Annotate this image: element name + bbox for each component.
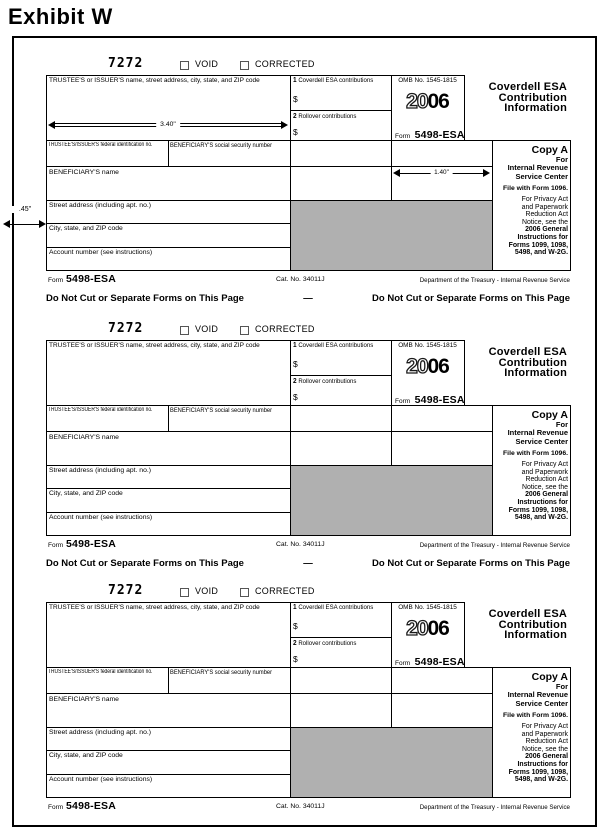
form-print-code: 7272 bbox=[108, 56, 144, 71]
year-bold-digits: 06 bbox=[427, 355, 449, 378]
street-address-label: Street address (including apt. no.) bbox=[49, 202, 152, 209]
separator-dash: — bbox=[303, 558, 313, 569]
corrected-label: CORRECTED bbox=[255, 586, 315, 596]
exhibit-title: Exhibit W bbox=[8, 4, 113, 29]
grid-line bbox=[492, 405, 493, 535]
instructions-reference bbox=[494, 226, 568, 256]
catalog-number: Cat. No. 34011J bbox=[276, 541, 325, 548]
trustee-issuer-label: TRUSTEE'S or ISSUER'S name, street address, city, state, and ZIP code bbox=[49, 77, 260, 84]
grid-line bbox=[46, 512, 290, 513]
copy-a-service-line: Internal Revenue bbox=[507, 428, 568, 437]
federal-id-field[interactable] bbox=[47, 150, 167, 165]
form-title-line: Contribution bbox=[498, 91, 567, 104]
privacy-notice bbox=[494, 723, 568, 753]
rollover-contributions-field[interactable] bbox=[302, 389, 390, 403]
do-not-cut-text: Do Not Cut or Separate Forms on This Page bbox=[372, 293, 570, 304]
form-title-line: Coverdell ESA bbox=[488, 81, 567, 93]
ssn-field[interactable] bbox=[169, 677, 289, 692]
box2-label bbox=[293, 640, 356, 647]
federal-id-field[interactable] bbox=[47, 677, 167, 692]
form-title-line: Contribution bbox=[498, 356, 567, 369]
box2-label bbox=[293, 378, 356, 385]
street-address-field[interactable] bbox=[47, 474, 289, 487]
trustee-issuer-label: TRUSTEE'S or ISSUER'S name, street address, city, state, and ZIP code bbox=[49, 342, 260, 349]
footer-form-number: 5498-ESA bbox=[66, 273, 117, 285]
copy-a-block bbox=[494, 671, 568, 784]
form-title-line: Coverdell ESA bbox=[488, 608, 567, 620]
box1-label bbox=[293, 604, 373, 611]
city-state-zip-label: City, state, and ZIP code bbox=[49, 752, 123, 759]
coverdell-contributions-field[interactable] bbox=[302, 357, 390, 371]
privacy-line: Reduction Act bbox=[525, 476, 568, 484]
trustee-width-dimension-arrow bbox=[48, 120, 288, 131]
department-line: Department of the Treasury - Internal Revenue Service bbox=[419, 277, 570, 284]
account-number-field[interactable] bbox=[47, 521, 289, 534]
grid-line bbox=[46, 750, 290, 751]
privacy-notice bbox=[494, 196, 568, 226]
federal-id-field[interactable] bbox=[47, 415, 167, 430]
privacy-line: For Privacy Act bbox=[521, 723, 568, 730]
grid-line bbox=[290, 637, 391, 638]
form-number-box bbox=[395, 125, 465, 143]
box2-text: Rollover contributions bbox=[298, 378, 357, 385]
separator-dash: — bbox=[303, 293, 313, 304]
catalog-number: Cat. No. 34011J bbox=[276, 803, 325, 810]
instructions-line: 5498, and W-2G. bbox=[514, 514, 568, 522]
coverdell-contributions-field[interactable] bbox=[302, 619, 390, 633]
do-not-cut-text: Do Not Cut or Separate Forms on This Page bbox=[46, 293, 244, 304]
box2-text: Rollover contributions bbox=[298, 640, 357, 647]
grid-line bbox=[46, 774, 290, 775]
left-margin-dimension-arrow bbox=[3, 219, 46, 230]
year-outline-digits: 20 bbox=[406, 355, 428, 378]
instructions-line: 2006 General bbox=[525, 491, 568, 499]
street-address-label: Street address (including apt. no.) bbox=[49, 729, 152, 736]
page-border bbox=[12, 36, 597, 827]
copy-a-service-line: Service Center bbox=[515, 698, 568, 708]
instructions-reference bbox=[494, 491, 568, 521]
box1-text: Coverdell ESA contributions bbox=[298, 604, 374, 611]
city-state-zip-field[interactable] bbox=[47, 233, 289, 246]
box1-dollar-sign: $ bbox=[293, 359, 298, 369]
box1-label bbox=[293, 77, 373, 84]
arrowhead-right-icon bbox=[483, 169, 490, 177]
beneficiary-name-field[interactable] bbox=[47, 705, 289, 726]
form-number-box bbox=[395, 652, 465, 670]
do-not-cut-text: Do Not Cut or Separate Forms on This Page bbox=[46, 558, 244, 569]
privacy-line: Reduction Act bbox=[525, 211, 568, 219]
ssn-label: BENEFICIARY'S social security number bbox=[170, 142, 273, 149]
copy-a-file-line: File with Form 1096. bbox=[503, 185, 568, 192]
box1-dollar-sign: $ bbox=[293, 621, 298, 631]
omb-number: OMB No. 1545-1815 bbox=[398, 342, 457, 349]
copy-a-file-line: File with Form 1096. bbox=[503, 712, 568, 719]
copy-a-file-line: File with Form 1096. bbox=[503, 450, 568, 457]
trustee-width-value: 3.40" bbox=[156, 120, 180, 130]
do-not-cut-separator bbox=[46, 293, 570, 304]
street-address-field[interactable] bbox=[47, 736, 289, 749]
box2-dollar-sign: $ bbox=[293, 654, 298, 664]
instructions-line: 5498, and W-2G. bbox=[514, 776, 568, 784]
beneficiary-name-label: BENEFICIARY'S name bbox=[49, 169, 119, 176]
copy-a-block bbox=[494, 409, 568, 522]
footer-form-number: 5498-ESA bbox=[66, 538, 117, 550]
street-address-field[interactable] bbox=[47, 209, 289, 222]
corrected-checkbox[interactable] bbox=[240, 588, 249, 597]
grid-line bbox=[492, 667, 493, 797]
ssn-field[interactable] bbox=[169, 150, 289, 165]
tax-year bbox=[391, 617, 464, 641]
footer-form-word: Form bbox=[48, 277, 64, 284]
year-outline-digits: 20 bbox=[406, 90, 428, 113]
grid-line bbox=[290, 110, 391, 111]
grid-line bbox=[570, 667, 571, 798]
privacy-line: and Paperwork bbox=[521, 203, 568, 211]
shaded-area bbox=[291, 201, 492, 270]
privacy-line: For Privacy Act bbox=[521, 461, 568, 468]
footer-form-word: Form bbox=[48, 542, 64, 549]
form-number: 5498-ESA bbox=[414, 656, 465, 668]
footer-form-word: Form bbox=[48, 804, 64, 811]
grid-line bbox=[46, 166, 492, 167]
copy-a-for: For bbox=[555, 682, 568, 691]
trustee-name-field[interactable] bbox=[47, 603, 289, 646]
federal-id-label: TRUSTEE'S/ISSUER'S federal identification no. bbox=[48, 669, 153, 675]
account-number-label: Account number (see instructions) bbox=[49, 514, 153, 521]
instructions-line: 2006 General bbox=[525, 226, 568, 234]
form-title-line: Information bbox=[504, 629, 567, 641]
grid-line bbox=[46, 693, 492, 694]
box2-dollar-sign: $ bbox=[293, 392, 298, 402]
department-line: Department of the Treasury - Internal Revenue Service bbox=[419, 804, 570, 811]
account-number-field[interactable] bbox=[47, 256, 289, 269]
copy-a-service-line: Service Center bbox=[515, 436, 568, 446]
grid-line bbox=[46, 488, 290, 489]
privacy-line: and Paperwork bbox=[521, 730, 568, 738]
void-checkbox[interactable] bbox=[180, 326, 189, 335]
grid-line bbox=[46, 797, 571, 798]
form-number: 5498-ESA bbox=[414, 129, 465, 141]
year-bold-digits: 06 bbox=[427, 617, 449, 640]
grid-line bbox=[46, 431, 492, 432]
column-width-dimension-arrow bbox=[393, 168, 490, 179]
ssn-label: BENEFICIARY'S social security number bbox=[170, 669, 273, 676]
ssn-label: BENEFICIARY'S social security number bbox=[170, 407, 273, 414]
instructions-line: Forms 1099, 1098, bbox=[508, 768, 568, 776]
beneficiary-name-field[interactable] bbox=[47, 443, 289, 464]
instructions-line: 2006 General bbox=[525, 753, 568, 761]
box1-label bbox=[293, 342, 373, 349]
copy-a-service-line: Internal Revenue bbox=[507, 690, 568, 699]
city-state-zip-label: City, state, and ZIP code bbox=[49, 490, 123, 497]
form-word: Form bbox=[395, 133, 411, 140]
copy-a-for: For bbox=[555, 155, 568, 164]
void-label: VOID bbox=[195, 59, 219, 69]
shaded-area bbox=[291, 728, 492, 797]
instructions-line: Forms 1099, 1098, bbox=[508, 506, 568, 514]
form-print-code: 7272 bbox=[108, 583, 144, 598]
do-not-cut-text: Do Not Cut or Separate Forms on This Page bbox=[372, 558, 570, 569]
form-word: Form bbox=[395, 660, 411, 667]
account-number-field[interactable] bbox=[47, 783, 289, 796]
void-checkbox[interactable] bbox=[180, 588, 189, 597]
federal-id-label: TRUSTEE'S/ISSUER'S federal identification no. bbox=[48, 407, 153, 413]
copy-a-service-line: Internal Revenue bbox=[507, 163, 568, 172]
void-checkbox[interactable] bbox=[180, 61, 189, 70]
year-bold-digits: 06 bbox=[427, 90, 449, 113]
coverdell-contributions-field[interactable] bbox=[302, 92, 390, 106]
rollover-contributions-field[interactable] bbox=[302, 651, 390, 665]
form-word: Form bbox=[395, 398, 411, 405]
account-number-label: Account number (see instructions) bbox=[49, 776, 153, 783]
privacy-line: Reduction Act bbox=[525, 738, 568, 746]
street-address-label: Street address (including apt. no.) bbox=[49, 467, 152, 474]
copy-a-title: Copy A bbox=[531, 409, 568, 421]
copy-a-title: Copy A bbox=[531, 671, 568, 683]
omb-number: OMB No. 1545-1815 bbox=[398, 604, 457, 611]
shaded-area bbox=[291, 466, 492, 535]
box2-text: Rollover contributions bbox=[298, 113, 357, 120]
form-number-box bbox=[395, 390, 465, 408]
arrowhead-left-icon bbox=[393, 169, 400, 177]
instructions-line: Instructions for bbox=[517, 760, 568, 768]
footer-form-number: 5498-ESA bbox=[66, 800, 117, 812]
instructions-line: Forms 1099, 1098, bbox=[508, 241, 568, 249]
corrected-checkbox[interactable] bbox=[240, 61, 249, 70]
privacy-notice bbox=[494, 461, 568, 491]
department-line: Department of the Treasury - Internal Revenue Service bbox=[419, 542, 570, 549]
form-title bbox=[466, 347, 567, 379]
box1-text: Coverdell ESA contributions bbox=[298, 342, 374, 349]
column-width-value: 1.40" bbox=[430, 168, 453, 178]
trustee-name-field[interactable] bbox=[47, 76, 289, 119]
box2-number: 2 bbox=[293, 113, 297, 120]
form-title-line: Information bbox=[504, 367, 567, 379]
box2-number: 2 bbox=[293, 378, 297, 385]
privacy-line: Notice, see the bbox=[522, 745, 568, 753]
box2-label bbox=[293, 113, 356, 120]
privacy-line: Notice, see the bbox=[522, 218, 568, 226]
grid-line bbox=[570, 405, 571, 536]
corrected-label: CORRECTED bbox=[255, 59, 315, 69]
beneficiary-name-field[interactable] bbox=[47, 178, 289, 199]
dimension-line bbox=[8, 224, 41, 225]
box1-number: 1 bbox=[293, 77, 297, 84]
form-title-line: Coverdell ESA bbox=[488, 346, 567, 358]
box1-dollar-sign: $ bbox=[293, 94, 298, 104]
city-state-zip-field[interactable] bbox=[47, 760, 289, 773]
box1-number: 1 bbox=[293, 342, 297, 349]
trustee-name-field[interactable] bbox=[47, 341, 289, 384]
beneficiary-name-label: BENEFICIARY'S name bbox=[49, 434, 119, 441]
box2-dollar-sign: $ bbox=[293, 127, 298, 137]
void-label: VOID bbox=[195, 586, 219, 596]
ssn-field[interactable] bbox=[169, 415, 289, 430]
grid-line bbox=[492, 140, 493, 270]
tax-year bbox=[391, 90, 464, 114]
city-state-zip-field[interactable] bbox=[47, 498, 289, 511]
form-title-line: Contribution bbox=[498, 618, 567, 631]
privacy-line: For Privacy Act bbox=[521, 196, 568, 203]
grid-line bbox=[570, 140, 571, 271]
arrowhead-left-icon bbox=[3, 220, 10, 228]
instructions-line: 5498, and W-2G. bbox=[514, 249, 568, 257]
omb-number: OMB No. 1545-1815 bbox=[398, 77, 457, 84]
form-title bbox=[466, 82, 567, 114]
void-label: VOID bbox=[195, 324, 219, 334]
copy-a-block bbox=[494, 144, 568, 257]
catalog-number: Cat. No. 34011J bbox=[276, 276, 325, 283]
form-5498-esa-copy-3 bbox=[46, 583, 570, 835]
arrowhead-right-icon bbox=[281, 121, 288, 129]
grid-line bbox=[46, 535, 571, 536]
privacy-line: and Paperwork bbox=[521, 468, 568, 476]
form-5498-esa-copy-1 bbox=[18, 56, 570, 308]
copy-a-title: Copy A bbox=[531, 144, 568, 156]
corrected-label: CORRECTED bbox=[255, 324, 315, 334]
instructions-reference bbox=[494, 753, 568, 783]
box1-number: 1 bbox=[293, 604, 297, 611]
city-state-zip-label: City, state, and ZIP code bbox=[49, 225, 123, 232]
federal-id-label: TRUSTEE'S/ISSUER'S federal identification no. bbox=[48, 142, 153, 148]
corrected-checkbox[interactable] bbox=[240, 326, 249, 335]
grid-line bbox=[290, 375, 391, 376]
tax-year bbox=[391, 355, 464, 379]
form-number: 5498-ESA bbox=[414, 394, 465, 406]
form-title bbox=[466, 609, 567, 641]
instructions-line: Instructions for bbox=[517, 498, 568, 506]
arrowhead-right-icon bbox=[39, 220, 46, 228]
copy-a-service-line: Service Center bbox=[515, 171, 568, 181]
left-margin-value: .45" bbox=[12, 206, 38, 213]
box2-number: 2 bbox=[293, 640, 297, 647]
arrowhead-left-icon bbox=[48, 121, 55, 129]
form-print-code: 7272 bbox=[108, 321, 144, 336]
rollover-contributions-field[interactable] bbox=[302, 124, 390, 138]
copy-a-for: For bbox=[555, 420, 568, 429]
trustee-issuer-label: TRUSTEE'S or ISSUER'S name, street address, city, state, and ZIP code bbox=[49, 604, 260, 611]
grid-line bbox=[46, 223, 290, 224]
grid-line bbox=[46, 270, 571, 271]
form-title-line: Information bbox=[504, 102, 567, 114]
grid-line bbox=[46, 247, 290, 248]
instructions-line: Instructions for bbox=[517, 233, 568, 241]
box1-text: Coverdell ESA contributions bbox=[298, 77, 374, 84]
form-5498-esa-copy-2 bbox=[46, 321, 570, 573]
beneficiary-name-label: BENEFICIARY'S name bbox=[49, 696, 119, 703]
account-number-label: Account number (see instructions) bbox=[49, 249, 153, 256]
year-outline-digits: 20 bbox=[406, 617, 428, 640]
do-not-cut-separator bbox=[46, 558, 570, 569]
privacy-line: Notice, see the bbox=[522, 483, 568, 491]
